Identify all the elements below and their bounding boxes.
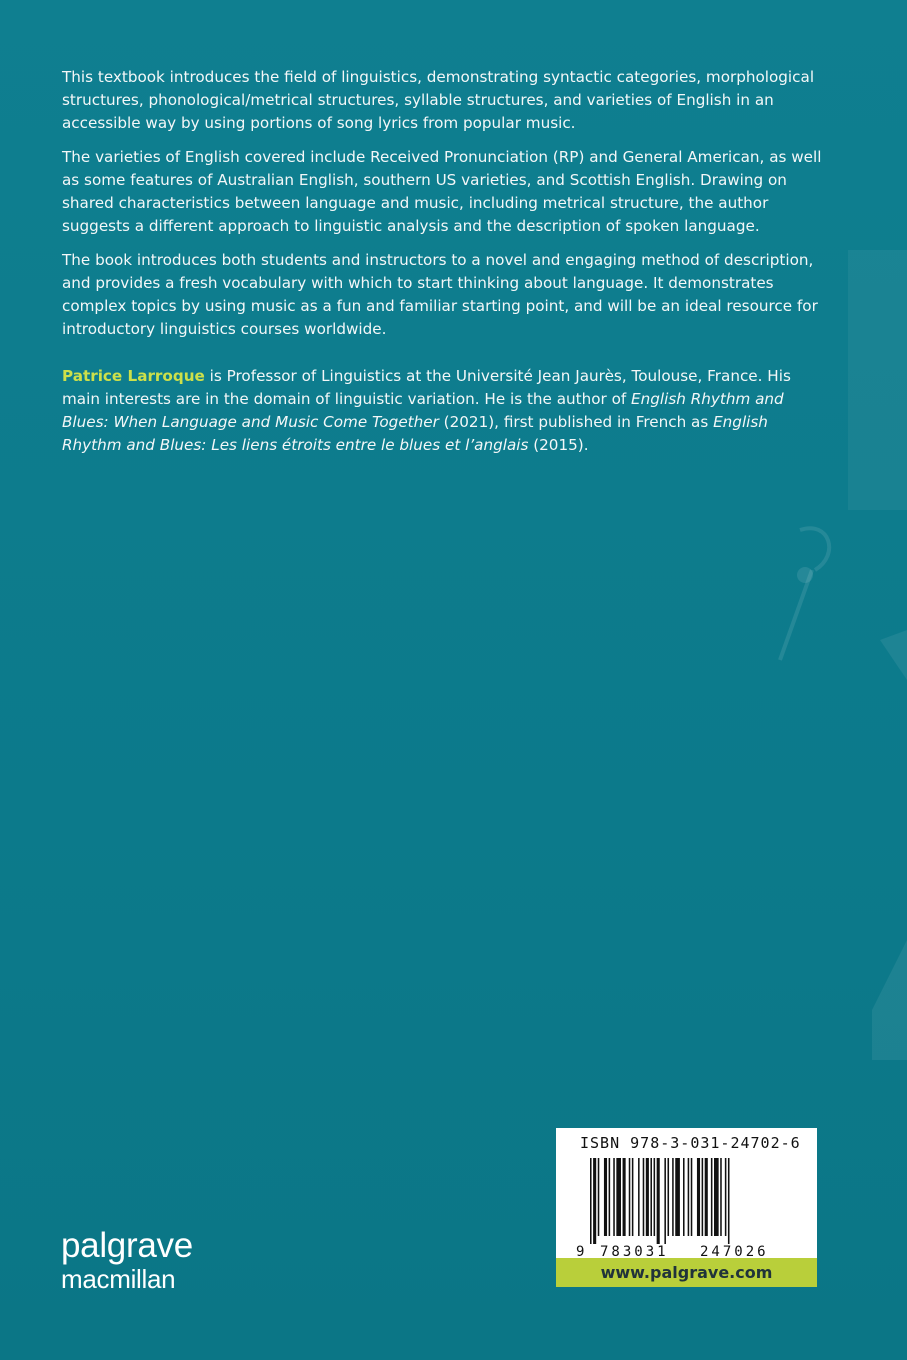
barcode-bar xyxy=(609,1158,611,1236)
author-bio xyxy=(62,365,822,457)
publisher-logo xyxy=(61,1228,221,1294)
barcode-bar xyxy=(697,1158,700,1236)
barcode-bar xyxy=(725,1158,727,1236)
logo-palgrave: palgrave xyxy=(61,1226,193,1265)
barcode-bar xyxy=(616,1158,621,1236)
book-title: English Rhythm and Blues: When Language and Music Come Together xyxy=(62,390,784,431)
barcode-bar xyxy=(705,1158,708,1236)
barcode-digits-group1: 783031 xyxy=(600,1244,669,1258)
barcode-bar xyxy=(688,1158,690,1236)
barcode-bar xyxy=(646,1158,649,1236)
barcode-bar xyxy=(702,1158,704,1236)
blurb-paragraph: This textbook introduces the field of linguistics, demonstrating syntactic categories, morphological structures, phonological/metrical structures, syllable structures, and varieties of English in an accessible way by using portions of song lyrics from popular music. xyxy=(62,68,815,132)
text-content xyxy=(62,66,822,472)
barcode-bar xyxy=(654,1158,656,1236)
barcode-bar xyxy=(714,1158,719,1236)
barcode-bar xyxy=(711,1158,713,1236)
barcode-bar xyxy=(598,1158,600,1236)
barcode-digits-group2: 247026 xyxy=(700,1244,769,1258)
barcode-bar xyxy=(604,1158,607,1236)
website-link[interactable]: www.palgrave.com xyxy=(556,1258,817,1287)
barcode-bar xyxy=(650,1158,652,1236)
barcode-bar xyxy=(638,1158,640,1236)
author-bio-text: is Professor of Linguistics at the Université Jean Jaurès, Toulouse, France. His main interests are in the domain of linguistic variation. He is the author of xyxy=(62,367,791,408)
barcode-bar xyxy=(664,1158,666,1244)
barcode-bar xyxy=(672,1158,674,1236)
barcode-digit-first: 9 xyxy=(576,1244,585,1258)
barcode-bar xyxy=(720,1158,722,1236)
barcode-bar xyxy=(675,1158,680,1236)
book-title: English Rhythm and Blues: Les liens étroits entre le blues et l’anglais xyxy=(62,413,768,454)
author-bio-text: (2015). xyxy=(528,436,589,454)
barcode-icon xyxy=(576,1158,801,1258)
blurb xyxy=(62,66,822,341)
isbn-barcode xyxy=(556,1128,817,1258)
barcode-bar xyxy=(683,1158,685,1236)
barcode-bar xyxy=(623,1158,626,1236)
barcode-bar xyxy=(728,1158,730,1244)
logo-macmillan: macmillan xyxy=(61,1264,176,1294)
barcode-bar xyxy=(613,1158,615,1236)
barcode-bar xyxy=(657,1158,660,1244)
barcode-bar xyxy=(629,1158,631,1236)
blurb-paragraph: The varieties of English covered include Received Pronunciation (RP) and General American, as well as some features of Australian English, southern US varieties, and Scottish English. Drawing on shared characteristics between language and music, including metrical structure, the author suggests a different approach to linguistic analysis and the description of spoken language. xyxy=(62,148,822,235)
barcode-bar xyxy=(643,1158,645,1236)
barcode-bar xyxy=(590,1158,592,1244)
isbn-label: ISBN 978-3-031-24702-6 xyxy=(580,1134,801,1152)
barcode-bar xyxy=(668,1158,670,1236)
barcode-bar xyxy=(691,1158,693,1236)
author-bio-text: (2021), first published in French as xyxy=(438,413,714,431)
barcode-bar xyxy=(593,1158,596,1244)
barcode-bar xyxy=(632,1158,634,1236)
blurb-paragraph: The book introduces both students and instructors to a novel and engaging method of description, and provides a fresh vocabulary with which to start thinking about language. It demonstrates complex topics by using music as a fun and familiar starting point, and will be an ideal resource for introductory linguistics courses worldwide. xyxy=(62,251,818,338)
author-name: Patrice Larroque xyxy=(62,367,205,385)
